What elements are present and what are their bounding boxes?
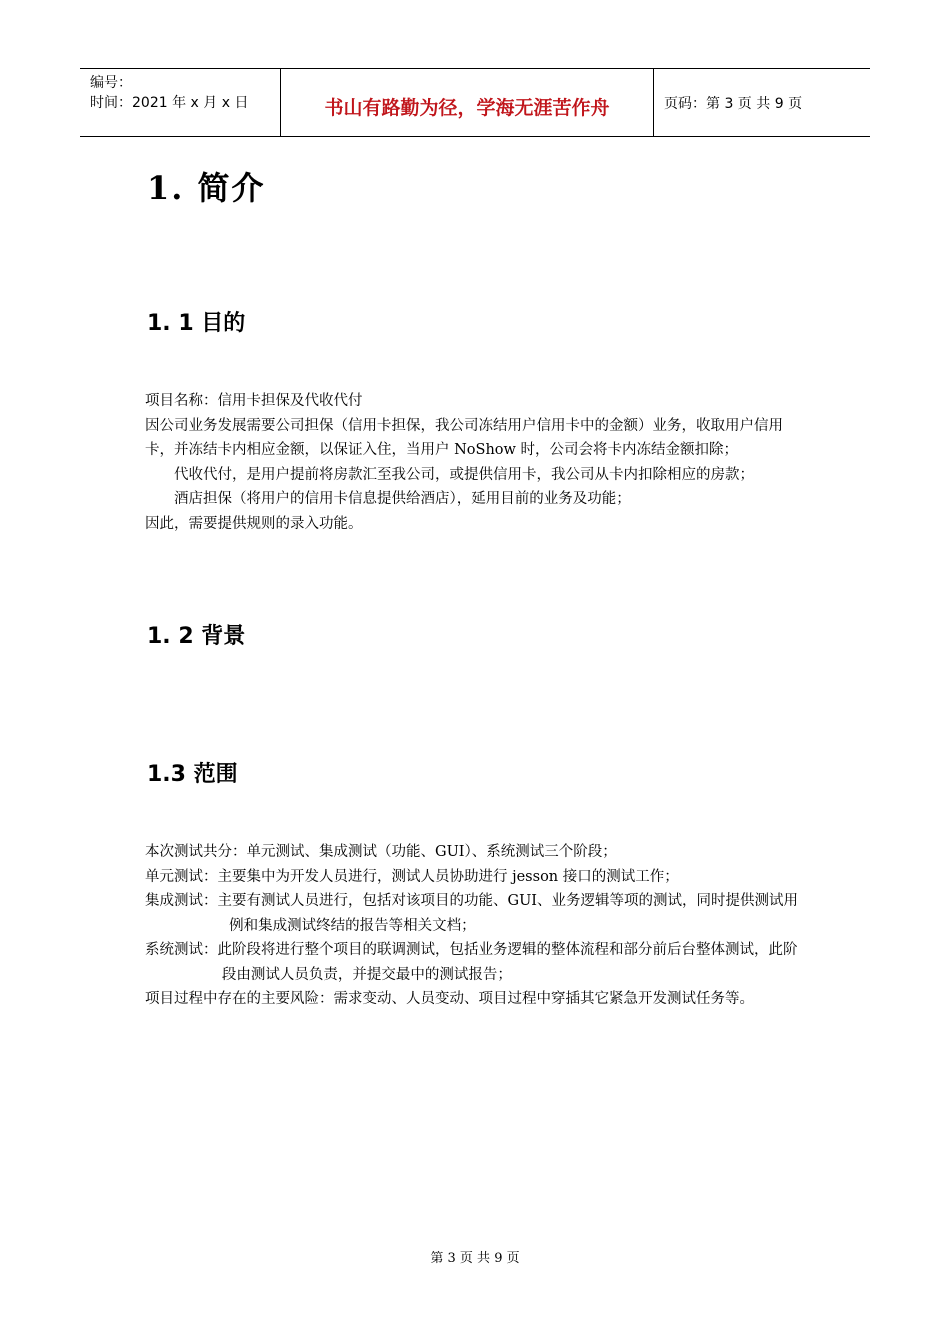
section-1-3-title: 1.3 范围 — [147, 762, 238, 787]
header-meta — [80, 69, 281, 136]
section-1-1-body — [145, 389, 810, 536]
paragraph: 项目名称：信用卡担保及代收代付 — [145, 393, 363, 409]
section-1-1-title: 1. 1 目的 — [147, 311, 246, 336]
page-footer: 第 3 页 共 9 页 — [430, 1251, 520, 1266]
paragraph: 酒店担保（将用户的信用卡信息提供给酒店），延用目前的业务及功能； — [174, 491, 631, 507]
header-page-info: 页码：第 3 页 共 9 页 — [664, 95, 803, 112]
paragraph: 项目过程中存在的主要风险：需求变动、人员变动、项目过程中穿插其它紧急开发测试任务等。 — [145, 991, 754, 1007]
doc-code-label: 编号： — [90, 75, 132, 91]
paragraph: 集成测试：主要有测试人员进行，包括对该项目的功能、GUI、业务逻辑等项的测试，同时提供测试用例和集成测试终结的报告等相关文档； — [145, 893, 799, 934]
paragraph: 代收代付，是用户提前将房款汇至我公司，或提供信用卡，我公司从卡内扣除相应的房款； — [174, 466, 754, 483]
paragraph: 系统测试：此阶段将进行整个项目的联调测试，包括业务逻辑的整体流程和部分前后台整体测试，此阶段由测试人员负责，并提交最中的测试报告； — [145, 942, 798, 983]
section-1-3-body — [145, 840, 810, 1012]
paragraph: 因公司业务发展需要公司担保（信用卡担保，我公司冻结用户信用卡中的金额）业务，收取用户信用卡，并冻结卡内相应金额，以保证入住，当用户 NoShow 时，公司会将卡内冻结金额扣除； — [145, 417, 783, 458]
paragraph: 因此，需要提供规则的录入功能。 — [145, 515, 363, 532]
header-motto: 书山有路勤为径，学海无涯苦作舟 — [281, 69, 654, 136]
section-1-2-title: 1. 2 背景 — [147, 624, 246, 649]
paragraph: 本次测试共分：单元测试、集成测试（功能、GUI）、系统测试三个阶段； — [145, 844, 617, 860]
page-header — [80, 68, 870, 137]
section-1-title: 1. 简介 — [147, 169, 266, 207]
paragraph: 单元测试：主要集中为开发人员进行，测试人员协助进行 jesson 接口的测试工作； — [145, 868, 679, 885]
doc-date: 时间：2021 年 x 月 x 日 — [90, 95, 249, 111]
